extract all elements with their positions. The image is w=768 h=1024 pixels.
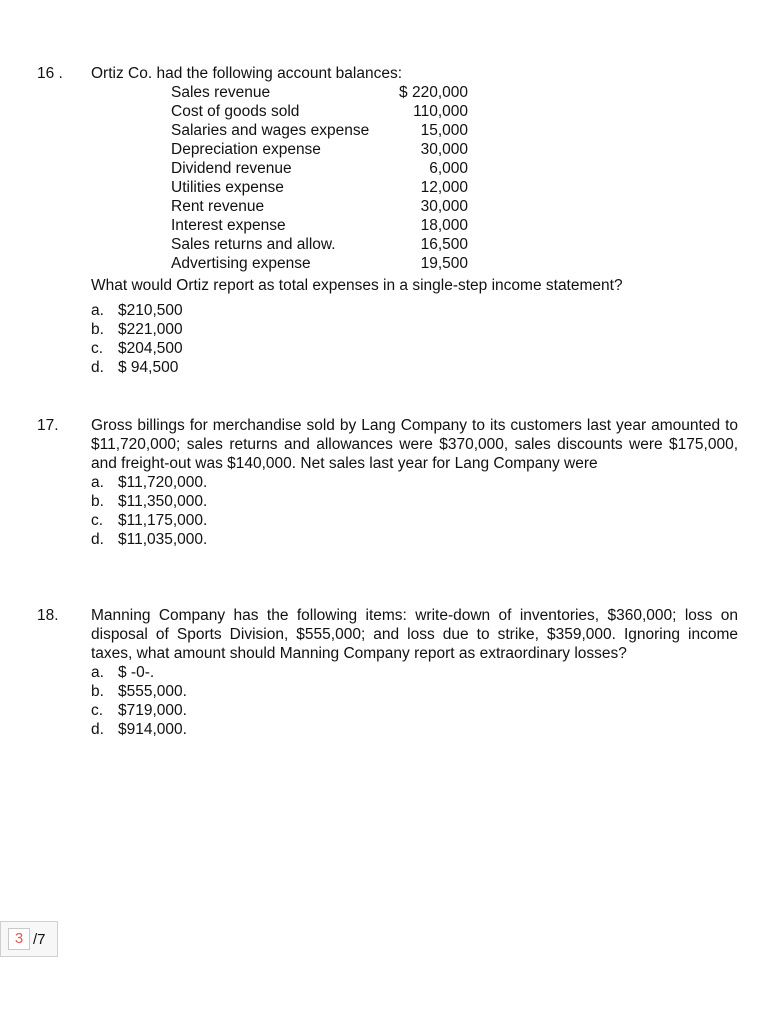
account-name: Sales returns and allow. xyxy=(171,236,336,253)
account-row xyxy=(171,140,468,159)
option-letter: c. xyxy=(91,340,104,357)
account-name: Interest expense xyxy=(171,217,286,234)
account-row xyxy=(171,83,468,102)
account-amount: 30,000 xyxy=(420,141,468,158)
option-text: $555,000. xyxy=(118,683,187,700)
answer-option xyxy=(91,511,738,530)
option-text: $719,000. xyxy=(118,702,187,719)
account-amount: 6,000 xyxy=(429,160,468,177)
option-text: $11,035,000. xyxy=(118,531,208,548)
total-pages-label: /7 xyxy=(33,930,46,948)
answer-option xyxy=(91,701,738,720)
option-letter: d. xyxy=(91,531,104,548)
answer-option xyxy=(91,663,738,682)
answer-option xyxy=(91,358,738,377)
option-text: $ -0-. xyxy=(118,664,155,681)
account-amount: $ 220,000 xyxy=(399,84,468,101)
option-text: $221,000 xyxy=(118,321,183,338)
option-text: $11,175,000. xyxy=(118,512,208,529)
option-letter: c. xyxy=(91,702,104,719)
option-letter: a. xyxy=(91,664,104,681)
account-name: Sales revenue xyxy=(171,84,271,101)
account-amount: 15,000 xyxy=(420,122,468,139)
current-page-input[interactable]: 3 xyxy=(8,928,30,950)
account-name: Advertising expense xyxy=(171,255,311,272)
option-letter: b. xyxy=(91,683,104,700)
question-stem: Gross billings for merchandise sold by Lang Company to its customers last year amounted to $11,720,000; sales returns and allowances were $370,000, sales discounts were $175,000, and freight-out was $140,000. Net sales last year for Lang Company were xyxy=(91,417,738,472)
account-amount: 12,000 xyxy=(420,179,468,196)
question-stem: Manning Company has the following items: write-down of inventories, $360,000; loss on disposal of Sports Division, $555,000; and loss due to strike, $359,000. Ignoring income taxes, what amount should Manning Company report as extraordinary losses? xyxy=(91,607,738,662)
option-text: $ 94,500 xyxy=(118,359,179,376)
account-amount: 30,000 xyxy=(420,198,468,215)
option-letter: a. xyxy=(91,302,104,319)
option-letter: b. xyxy=(91,321,104,338)
question-number: 18. xyxy=(37,607,59,624)
answer-option xyxy=(91,682,738,701)
account-row xyxy=(171,159,468,178)
answer-option xyxy=(91,473,738,492)
account-amount: 16,500 xyxy=(420,236,468,253)
account-name: Dividend revenue xyxy=(171,160,292,177)
answer-options xyxy=(91,663,738,739)
answer-option xyxy=(91,320,738,339)
account-row xyxy=(171,235,468,254)
answer-options xyxy=(91,473,738,549)
option-text: $204,500 xyxy=(118,340,183,357)
question-body xyxy=(91,64,738,377)
option-letter: b. xyxy=(91,493,104,510)
option-letter: c. xyxy=(91,512,104,529)
answer-option xyxy=(91,720,738,739)
option-text: $914,000. xyxy=(118,721,187,738)
account-row xyxy=(171,216,468,235)
question-number: 17. xyxy=(37,417,59,434)
option-text: $11,350,000. xyxy=(118,493,208,510)
question-body xyxy=(91,416,738,549)
account-row xyxy=(171,102,468,121)
account-amount: 18,000 xyxy=(420,217,468,234)
account-amount: 19,500 xyxy=(420,255,468,272)
account-row xyxy=(171,197,468,216)
option-letter: d. xyxy=(91,359,104,376)
question-stem: Ortiz Co. had the following account balances: xyxy=(91,65,403,82)
account-name: Depreciation expense xyxy=(171,141,321,158)
option-letter: a. xyxy=(91,474,104,491)
answer-option xyxy=(91,492,738,511)
answer-option xyxy=(91,530,738,549)
option-text: $11,720,000. xyxy=(118,474,208,491)
account-name: Rent revenue xyxy=(171,198,265,215)
account-balances-table xyxy=(171,83,468,273)
answer-option xyxy=(91,339,738,358)
question-number: 16 . xyxy=(37,65,63,82)
account-amount: 110,000 xyxy=(413,103,468,120)
question-prompt: What would Ortiz report as total expenses in a single-step income statement? xyxy=(91,277,623,294)
account-row xyxy=(171,178,468,197)
question-body xyxy=(91,606,738,739)
answer-options xyxy=(91,301,738,377)
account-name: Utilities expense xyxy=(171,179,284,196)
answer-option xyxy=(91,301,738,320)
option-letter: d. xyxy=(91,721,104,738)
account-name: Salaries and wages expense xyxy=(171,122,370,139)
page-navigator xyxy=(0,921,58,957)
account-row xyxy=(171,254,468,273)
account-name: Cost of goods sold xyxy=(171,103,300,120)
option-text: $210,500 xyxy=(118,302,183,319)
account-row xyxy=(171,121,468,140)
